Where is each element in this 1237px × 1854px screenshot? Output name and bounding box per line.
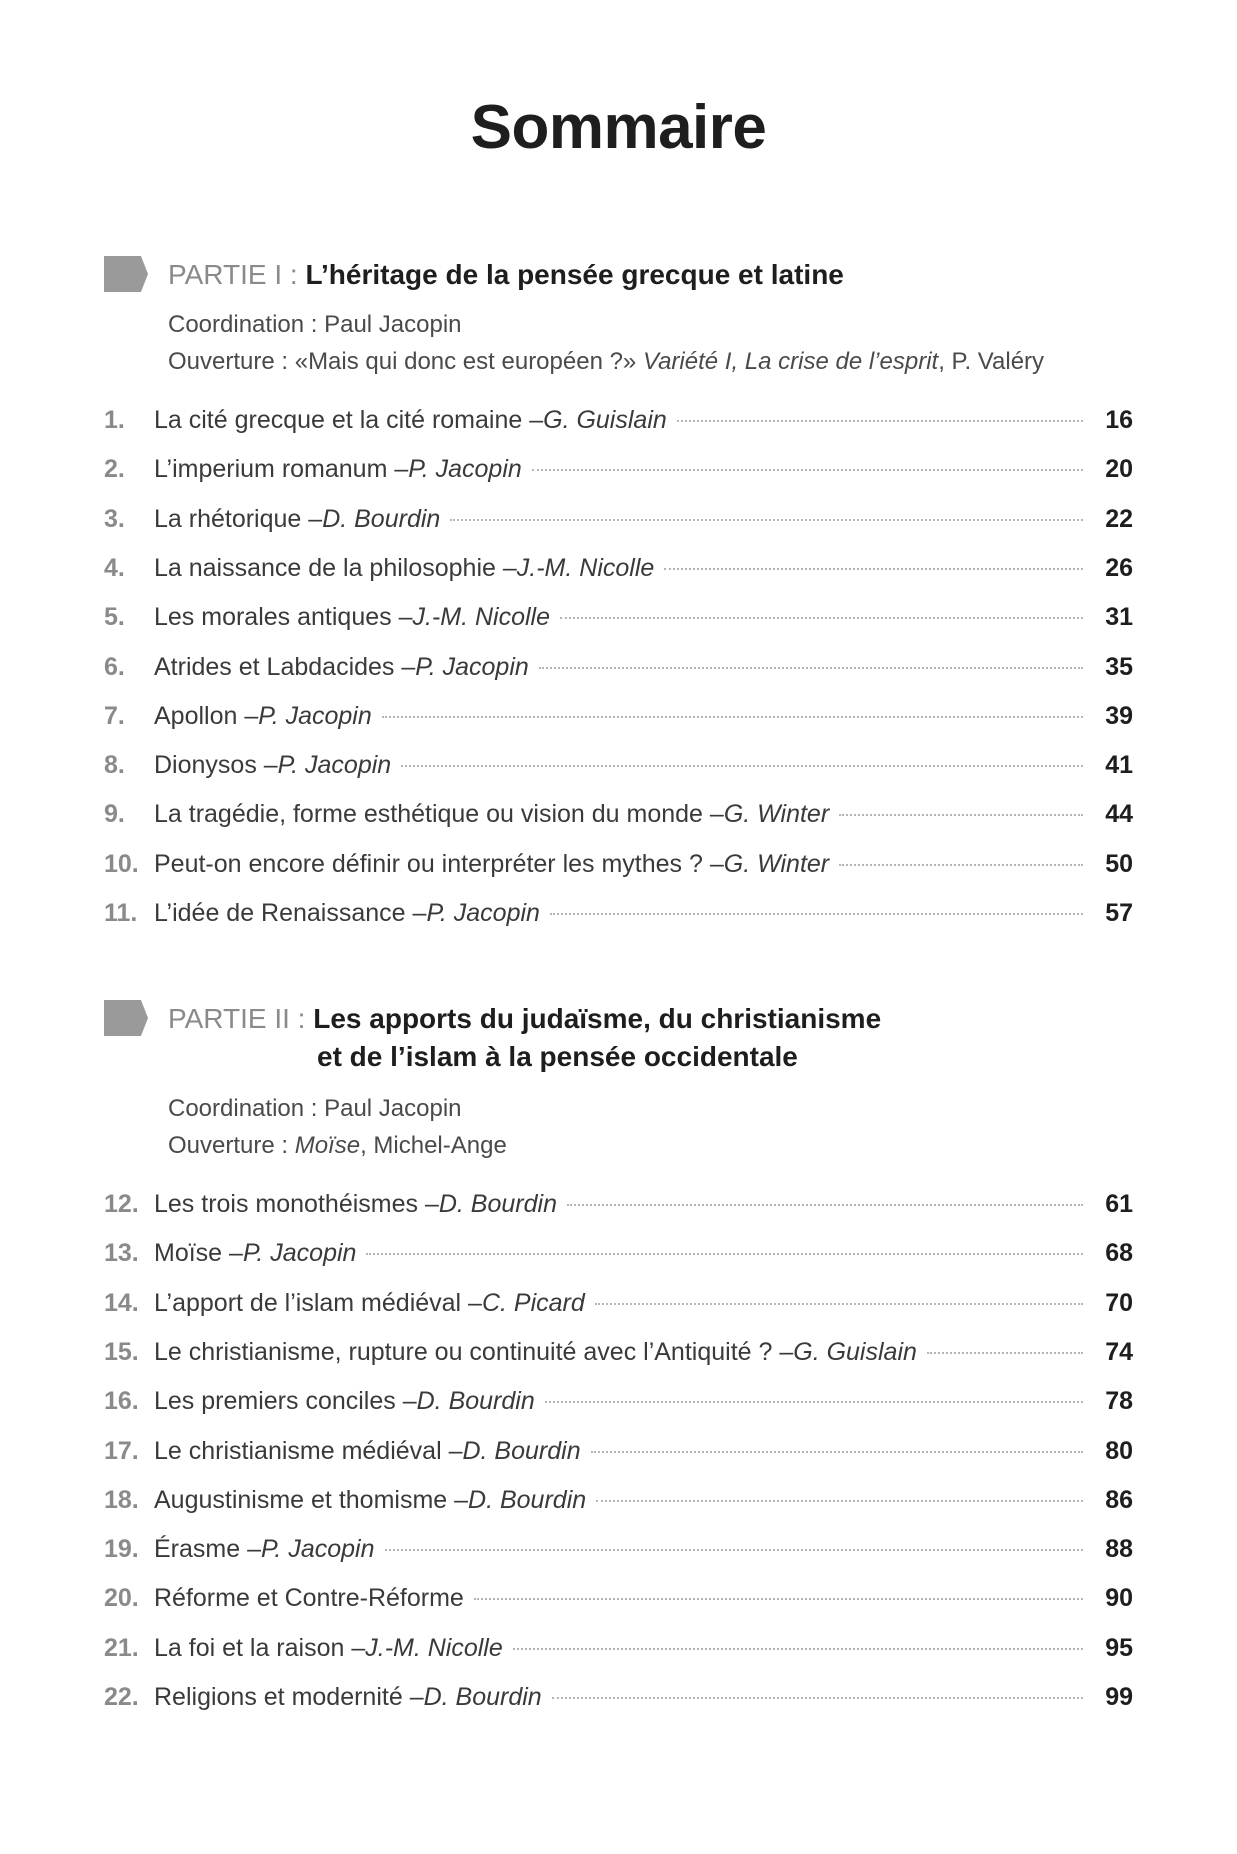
toc-entry-author: D. Bourdin: [468, 1486, 587, 1514]
toc-entry-author: P. Jacopin: [408, 455, 522, 483]
toc-entry-author: J.-M. Nicolle: [516, 554, 655, 582]
toc-entry-author: D. Bourdin: [438, 1190, 557, 1218]
page-title: Sommaire: [470, 93, 767, 162]
dot-leader: [560, 617, 1083, 619]
toc-entry[interactable]: [104, 501, 1133, 537]
toc-entry[interactable]: [104, 599, 1133, 635]
toc-entry[interactable]: [104, 1580, 1133, 1616]
toc-entry-author: J.-M. Nicolle: [365, 1634, 503, 1662]
part-2-ouverture-suffix: , Michel-Ange: [360, 1132, 507, 1159]
toc-entry-page-number: 31: [1105, 603, 1133, 631]
toc-entry[interactable]: [104, 796, 1133, 832]
toc-entry-title: Dionysos –: [154, 751, 278, 779]
dot-leader: [545, 1401, 1083, 1403]
toc-entry-number: 3.: [104, 505, 125, 533]
toc-entry-author: P. Jacopin: [415, 653, 529, 681]
dot-leader: [591, 1451, 1083, 1453]
toc-entry-page-number: 35: [1105, 653, 1133, 681]
toc-entry-number: 1.: [104, 406, 125, 434]
dot-leader: [513, 1648, 1083, 1650]
part-2: [0, 1000, 1237, 1159]
toc-entry[interactable]: [104, 698, 1133, 734]
toc-entry-author: P. Jacopin: [426, 899, 540, 927]
toc-entry[interactable]: [104, 1630, 1133, 1666]
dot-leader: [401, 765, 1083, 767]
part-marker-icon: [104, 256, 148, 292]
toc-entry-page-number: 61: [1105, 1190, 1133, 1218]
dot-leader: [664, 568, 1083, 570]
toc-entry-title: Augustinisme et thomisme –: [154, 1486, 469, 1514]
toc-entry-title: La rhétorique –: [154, 505, 323, 533]
toc-entry-number: 19.: [104, 1535, 139, 1563]
toc-entry-page-number: 41: [1105, 751, 1133, 779]
toc-entry-title: Érasme –: [154, 1535, 261, 1563]
toc-entry-page-number: 26: [1105, 554, 1133, 582]
part-1-header: [0, 256, 1237, 296]
toc-entry[interactable]: [104, 1285, 1133, 1321]
toc-entry-author: P. Jacopin: [242, 1239, 357, 1267]
part-2-label: PARTIE II :: [168, 1003, 306, 1034]
dot-leader: [552, 1697, 1083, 1699]
toc-entry[interactable]: [104, 649, 1133, 685]
part-2-ouverture-prefix: Ouverture :: [168, 1132, 295, 1159]
toc-entry-title: L’apport de l’islam médiéval –: [154, 1289, 482, 1317]
toc-entry-author: G. Winter: [723, 850, 830, 878]
dot-leader: [839, 864, 1083, 866]
toc-entry-author: J.-M. Nicolle: [412, 603, 550, 631]
toc-entry-title: Le christianisme, rupture ou continuité avec l’Antiquité ? –: [154, 1338, 794, 1366]
toc-entry-author: G. Winter: [723, 800, 830, 828]
toc-entry[interactable]: [104, 846, 1133, 882]
dot-leader: [539, 667, 1083, 669]
toc-entry-number: 20.: [104, 1584, 139, 1612]
toc-entry-author: C. Picard: [481, 1289, 585, 1317]
part-2-ouverture-work: Moïse: [294, 1132, 361, 1159]
dot-leader: [474, 1598, 1083, 1600]
toc-entry-number: 21.: [104, 1634, 139, 1662]
toc-entry-title: Le christianisme médiéval –: [154, 1437, 463, 1465]
toc-entry-number: 10.: [104, 850, 139, 878]
toc-entry-page-number: 86: [1105, 1486, 1133, 1514]
dot-leader: [366, 1253, 1083, 1255]
toc-entry-author: G. Guislain: [543, 406, 667, 434]
toc-entry-page-number: 39: [1105, 702, 1133, 730]
toc-entry-number: 4.: [104, 554, 125, 582]
toc-entry-author: D. Bourdin: [423, 1683, 542, 1711]
toc-entry-number: 18.: [104, 1486, 139, 1514]
toc-entry[interactable]: [104, 747, 1133, 783]
toc-entry-page-number: 68: [1105, 1239, 1133, 1267]
toc-entry-number: 8.: [104, 751, 125, 779]
toc-entry-title: La tragédie, forme esthétique ou vision du monde –: [154, 800, 724, 828]
toc-entry-author: G. Guislain: [793, 1338, 917, 1366]
dot-leader: [596, 1500, 1083, 1502]
toc-entry-number: 13.: [104, 1239, 139, 1267]
part-1-ouverture: [168, 343, 1044, 380]
part-2-coordination: Coordination : Paul Jacopin: [168, 1095, 462, 1122]
toc-entry-number: 2.: [104, 455, 125, 483]
toc-entry-page-number: 22: [1105, 505, 1133, 533]
toc-entry-title: Apollon –: [154, 702, 259, 730]
dot-leader: [567, 1204, 1083, 1206]
toc-entry-page-number: 57: [1105, 899, 1133, 927]
toc-entry-number: 16.: [104, 1387, 139, 1415]
toc-entry-title: L’idée de Renaissance –: [154, 899, 427, 927]
toc-entry-number: 14.: [104, 1289, 139, 1317]
toc-entry[interactable]: [104, 451, 1133, 487]
dot-leader: [382, 716, 1083, 718]
toc-entry-page-number: 44: [1105, 800, 1133, 828]
toc-entry[interactable]: [104, 550, 1133, 586]
part-1-ouverture-prefix: Ouverture : «Mais qui donc est européen ?»: [168, 348, 643, 375]
toc-entry-title: Moïse –: [154, 1239, 243, 1267]
toc-entry-author: P. Jacopin: [260, 1535, 375, 1563]
part-1-label: PARTIE I :: [168, 259, 298, 290]
part-1-ouverture-suffix: , P. Valéry: [938, 348, 1045, 375]
part-1-ouverture-work: Variété I, La crise de l’esprit: [642, 348, 939, 375]
toc-entry-title: Réforme et Contre-Réforme: [154, 1584, 464, 1612]
toc-entry-title: Les premiers conciles –: [154, 1387, 417, 1415]
toc-entry-author: D. Bourdin: [416, 1387, 535, 1415]
part-2-ouverture: [168, 1127, 507, 1164]
toc-entry-page-number: 16: [1105, 406, 1133, 434]
toc-entry-author: P. Jacopin: [258, 702, 372, 730]
toc-entry-page-number: 80: [1105, 1437, 1133, 1465]
toc-entry-number: 12.: [104, 1190, 139, 1218]
toc-entry-number: 11.: [104, 899, 138, 927]
toc-entry-page-number: 50: [1105, 850, 1133, 878]
part-marker-icon: [104, 1000, 148, 1036]
toc-entry-number: 17.: [104, 1437, 139, 1465]
toc-entry-page-number: 70: [1105, 1289, 1133, 1317]
dot-leader: [532, 469, 1083, 471]
toc-entry-title: Atrides et Labdacides –: [154, 653, 416, 681]
toc-entry-number: 5.: [104, 603, 125, 631]
dot-leader: [927, 1352, 1083, 1354]
toc-entry-author: D. Bourdin: [462, 1437, 581, 1465]
toc-entry-page-number: 99: [1105, 1683, 1133, 1711]
toc-entry-title: La foi et la raison –: [154, 1634, 366, 1662]
toc-entry-title: Les morales antiques –: [154, 603, 413, 631]
toc-entry-title: Peut-on encore définir ou interpréter les mythes ? –: [154, 850, 724, 878]
toc-entry-number: 9.: [104, 800, 125, 828]
dot-leader: [450, 519, 1083, 521]
dot-leader: [385, 1549, 1084, 1551]
toc-entry-number: 6.: [104, 653, 125, 681]
toc-entry[interactable]: [104, 1334, 1133, 1370]
part-2-title: [168, 1000, 881, 1076]
toc-entry[interactable]: [104, 1679, 1133, 1715]
toc-entry-number: 7.: [104, 702, 125, 730]
dot-leader: [550, 913, 1083, 915]
toc-entry-number: 15.: [104, 1338, 139, 1366]
dot-leader: [595, 1303, 1083, 1305]
toc-entry[interactable]: [104, 1531, 1133, 1567]
toc-entry-page-number: 95: [1105, 1634, 1133, 1662]
toc-entry-title: Les trois monothéismes –: [154, 1190, 439, 1218]
toc-entry[interactable]: [104, 402, 1133, 438]
dot-leader: [839, 814, 1083, 816]
part-2-title-line-1: Les apports du judaïsme, du christianisme: [313, 1003, 882, 1034]
toc-entry-title: La cité grecque et la cité romaine –: [154, 406, 544, 434]
toc-entry-page-number: 20: [1105, 455, 1133, 483]
toc-entry-author: P. Jacopin: [277, 751, 392, 779]
toc-entry[interactable]: [104, 1186, 1133, 1222]
toc-entry[interactable]: [104, 1433, 1133, 1469]
part-1-title: [168, 256, 844, 294]
part-1: [0, 256, 1237, 375]
toc-entry-number: 22.: [104, 1683, 139, 1711]
toc-entry-author: D. Bourdin: [322, 505, 441, 533]
part-2-title-line-2: et de l’islam à la pensée occidentale: [317, 1041, 798, 1072]
part-1-title-line-1: L’héritage de la pensée grecque et latine: [305, 259, 844, 290]
part-1-coordination: Coordination : Paul Jacopin: [168, 311, 462, 338]
toc-entry[interactable]: [104, 895, 1133, 931]
part-2-header: [0, 1000, 1237, 1072]
toc-entry-page-number: 90: [1105, 1584, 1133, 1612]
dot-leader: [677, 420, 1083, 422]
toc-entry-title: La naissance de la philosophie –: [154, 554, 517, 582]
toc-entry-page-number: 88: [1105, 1535, 1133, 1563]
toc-entry[interactable]: [104, 1235, 1133, 1271]
toc-entry[interactable]: [104, 1383, 1133, 1419]
toc-entry-page-number: 74: [1105, 1338, 1133, 1366]
toc-entry[interactable]: [104, 1482, 1133, 1518]
toc-entry-title: L’imperium romanum –: [154, 455, 409, 483]
toc-entry-page-number: 78: [1105, 1387, 1133, 1415]
toc-entry-title: Religions et modernité –: [154, 1683, 424, 1711]
